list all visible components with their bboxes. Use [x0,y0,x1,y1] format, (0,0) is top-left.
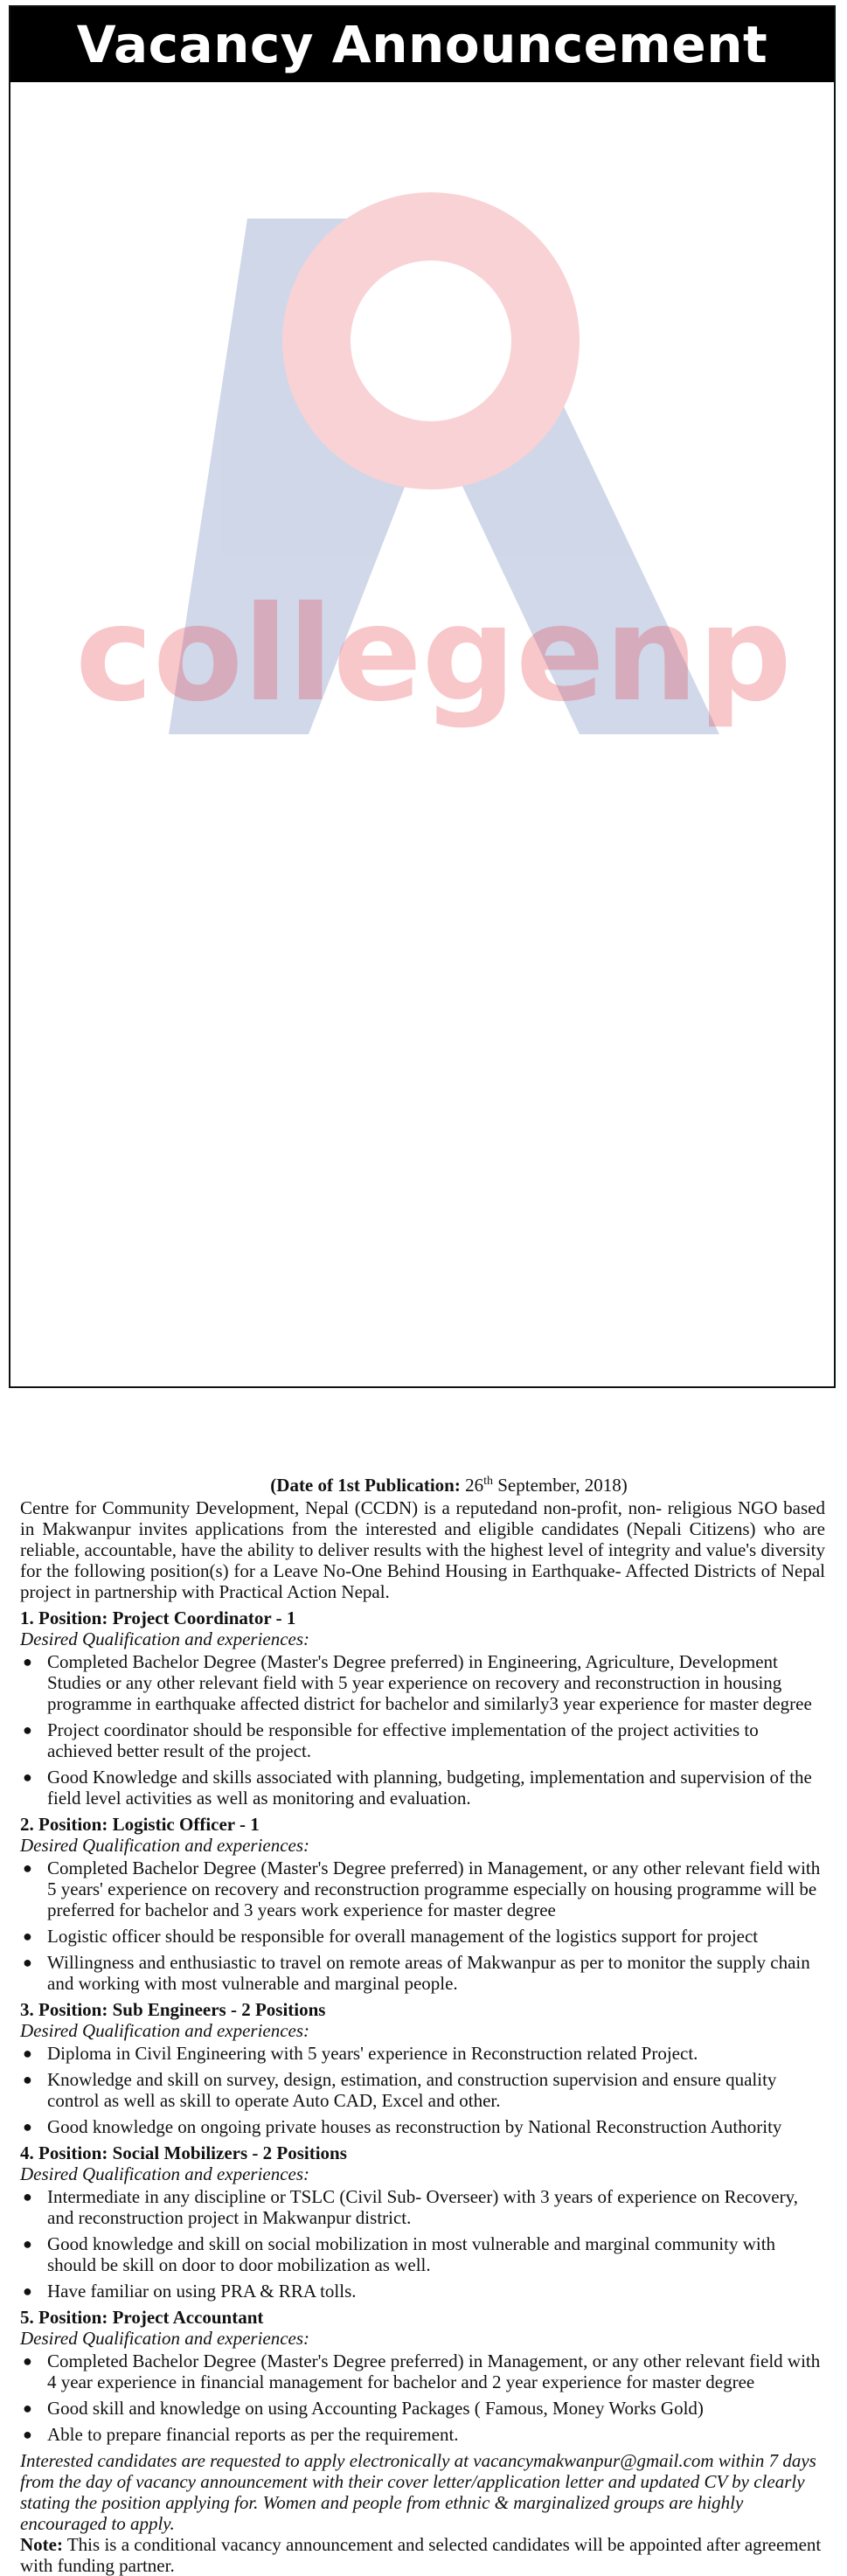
announcement-content [10,82,834,2576]
list-item-text: Have familiar on using PRA & RRA tolls. [47,2281,357,2302]
list-item-text: Diploma in Civil Engineering with 5 years' experience in Reconstruction related Project. [47,2043,698,2064]
list-item [20,1651,825,1714]
bullet-icon: ● [23,1859,32,1877]
list-item [20,2116,825,2137]
list-item-text: Completed Bachelor Degree (Master's Degree preferred) in Management, or any other relevant field with 4 year experience in financial management for bachelor and 2 year experience for master degree [47,2350,821,2392]
bullet-icon: ● [23,1954,32,1971]
list-item [20,1926,825,1947]
publication-date: (Date of 1st Publication: 26th September, 2018) [270,1475,628,1496]
bullet-icon: ● [23,1768,32,1786]
list-item [20,2350,825,2392]
intro-paragraph: Centre for Community Development, Nepal (CCDN) is a reputedand non-profit, non- religious NGO based in Makwanpur invites applications from the interested and eligible candidates (Nepali Citizens) who are reliable, accountable, have the ability to deliver results with the highest level of integrity and value's diversity for the following position(s) for a Leave No-One Behind Housing in Earthquake- Affected Districts of Nepal project in partnership with Practical Action Nepal. [20,1497,825,1602]
list-item-text: Willingness and enthusiastic to travel on remote areas of Makwanpur as per to monitor the supply chain and working with most vulnerable and marginal people. [47,1952,810,1994]
application-instructions: Interested candidates are requested to apply electronically at vacancymakwanpur@gmail.com within 7 days from the day of vacancy announcement with their cover letter/application letter and updated CV by clearly stating the position applying for. Women and people from ethnic & marginalized groups are highly encouraged to apply. [20,2450,816,2534]
bullet-icon: ● [23,2045,32,2062]
position-title: 5. Position: Project Accountant [20,2307,264,2328]
list-item [20,1767,825,1809]
position-title: 1. Position: Project Coordinator - 1 [20,1607,296,1628]
bullet-icon: ● [23,2235,32,2253]
list-item [20,2186,825,2228]
list-item-text: Completed Bachelor Degree (Master's Degree preferred) in Engineering, Agriculture, Development Studies or any other relevant field with 5 year experience on recovery and reconstruction in housing programme in earthquake affected district for bachelor and similarly3 year experience for master degree [47,1651,812,1714]
list-item-text: Good knowledge and skill on social mobilization in most vulnerable and marginal community with should be skill on door to door mobilization as well. [47,2233,776,2275]
list-item-text: Good skill and knowledge on using Accounting Packages ( Famous, Money Works Gold) [47,2398,704,2419]
list-item [20,2424,825,2445]
announcement-frame [9,5,836,2576]
collegenp-watermark-logo [20,87,847,1470]
position-title: 4. Position: Social Mobilizers - 2 Positions [20,2142,347,2163]
list-item [20,2233,825,2275]
list-item [20,2398,825,2419]
requirement-list [20,2350,825,2445]
list-item-text: Knowledge and skill on survey, design, estimation, and construction supervision and ensure quality control as well as skill to operate Auto CAD, Excel and other. [47,2069,777,2111]
bullet-icon: ● [23,2188,32,2205]
qualification-label: Desired Qualification and experiences: [20,1835,310,1856]
qualification-label: Desired Qualification and experiences: [20,2163,310,2184]
positions-list [20,1607,825,2445]
bullet-icon: ● [23,1653,32,1670]
note-paragraph: Note: This is a conditional vacancy announcement and selected candidates will be appointed after agreement with funding partner. [20,2534,822,2576]
list-item [20,2281,825,2302]
bullet-icon: ● [23,2426,32,2443]
list-item-text: Good Knowledge and skills associated with planning, budgeting, implementation and supervision of the field level activities as well as monitoring and evaluation. [47,1767,812,1809]
position-title: 3. Position: Sub Engineers - 2 Positions [20,1999,326,2020]
list-item-text: Intermediate in any discipline or TSLC (Civil Sub- Overseer) with 3 years of experience on Recovery, and reconstruction project in Makwanpur district. [47,2186,798,2228]
bullet-icon: ● [23,2071,32,2088]
list-item [20,1857,825,1920]
list-item-text: Completed Bachelor Degree (Master's Degree preferred) in Management, or any other relevant field with 5 years' experience on recovery and reconstruction programme especially on housing programme will be preferred for bachelor and 3 years work experience for master degree [47,1857,821,1920]
bullet-icon: ● [23,1927,32,1945]
requirement-list [20,1651,825,1809]
list-item-text: Good knowledge on ongoing private houses as reconstruction by National Reconstruction Authority [47,2116,782,2137]
list-item [20,2069,825,2111]
bullet-icon: ● [23,2399,32,2417]
bullet-icon: ● [23,1721,32,1739]
banner-title: Vacancy Announcement [10,7,834,82]
watermark-wordmark: collegenp [75,579,792,731]
bullet-icon: ● [23,2118,32,2135]
list-item-text: Logistic officer should be responsible for overall management of the logistics support for project [47,1926,759,1947]
list-item [20,1719,825,1761]
qualification-label: Desired Qualification and experiences: [20,2020,310,2041]
qualification-label: Desired Qualification and experiences: [20,2328,310,2349]
list-item [20,2043,825,2064]
requirement-list [20,2043,825,2137]
list-item [20,1952,825,1994]
qualification-label: Desired Qualification and experiences: [20,1628,310,1649]
requirement-list [20,1857,825,1994]
bullet-icon: ● [23,2282,32,2300]
list-item-text: Project coordinator should be responsible for effective implementation of the project activities to achieved better result of the project. [47,1719,759,1761]
bullet-icon: ● [23,2352,32,2370]
requirement-list [20,2186,825,2302]
position-title: 2. Position: Logistic Officer - 1 [20,1814,260,1835]
publication-day: 26th September, 2018) [465,1475,628,1496]
list-item-text: Able to prepare financial reports as per the requirement. [47,2424,459,2445]
